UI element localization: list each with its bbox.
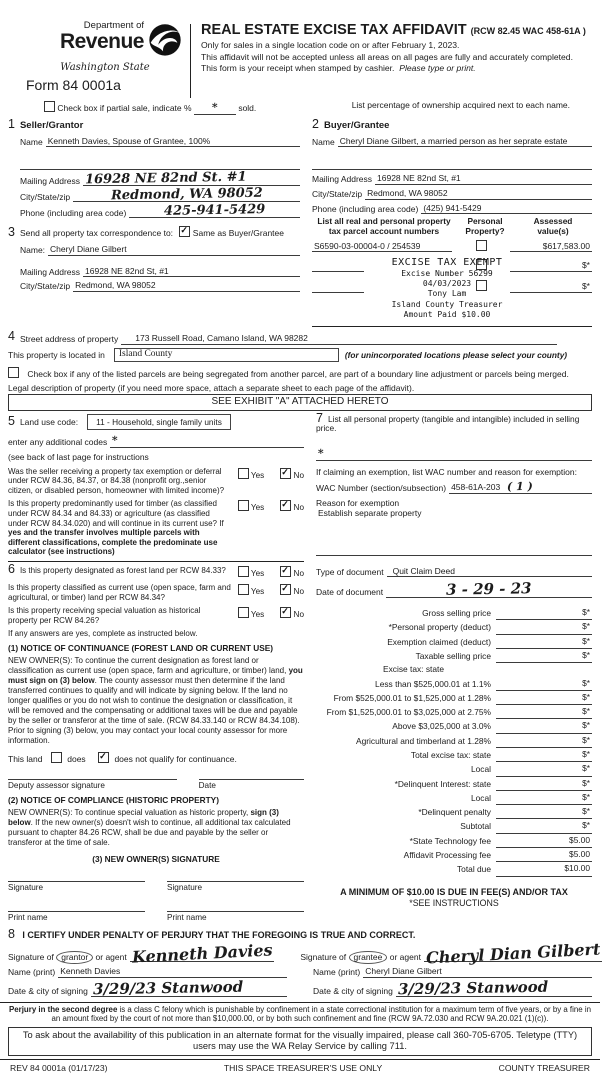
- grantor-printname-label: Name (print): [8, 967, 56, 978]
- buyer-city-field[interactable]: Redmond, WA 98052: [365, 188, 592, 200]
- header-divider: [190, 24, 191, 98]
- date-of-document-label: Date of document: [316, 587, 384, 598]
- correspondence-city-label: City/State/zip: [20, 281, 71, 292]
- tax-value-field[interactable]: $*: [496, 791, 592, 805]
- county-note: (for unincorporated locations please select your county): [344, 349, 568, 360]
- partial-sale-checkbox[interactable]: [44, 101, 55, 112]
- assessed-value-field-2[interactable]: $*: [510, 260, 592, 272]
- grantor-printname-field[interactable]: Kenneth Davies: [58, 966, 287, 978]
- tax-value-field[interactable]: $*: [496, 819, 592, 833]
- tax-label: Local: [470, 764, 491, 775]
- tax-value-field[interactable]: $*: [496, 777, 592, 791]
- personal-property-section: [316, 410, 592, 923]
- q-exemption-deferral: Was the seller receiving a property tax exemption or deferral under RCW 84.36, 84.37, or 84.38 (nonprofit org.,senior citizen, or disabled person, homeowner with limited income)?: [8, 466, 225, 495]
- reason-exemption-label: Reason for exemption: [316, 497, 400, 508]
- grantee-sig-label: Signature of grantee or agent: [300, 951, 421, 962]
- property-location-section: [0, 327, 600, 410]
- legal-description-field[interactable]: SEE EXHIBIT "A" ATTACHED HERETO: [8, 394, 592, 411]
- tax-value-field[interactable]: $*: [496, 748, 592, 762]
- q4-yes-checkbox[interactable]: [238, 584, 249, 595]
- parcel-row: [312, 239, 592, 253]
- type-of-document-label: Type of document: [316, 566, 384, 577]
- partial-sale-label: Check box if partial sale, indicate %: [57, 103, 192, 113]
- assessed-value-field-1[interactable]: $617,583.00: [510, 241, 592, 253]
- buyer-name-label: Name: [312, 136, 335, 147]
- perjury-notice: Perjury in the second degree is a class C felony which is punishable by confinement in a state correctional institution for a maximum term of five years, or by a fine in an amount fixed by the court of not more than $10,000.00, or by both such confinement and fine (RCW 9A.72.030 and RCW 9A.20.021 (1)(c)).: [0, 1002, 600, 1024]
- accessibility-notice: To ask about the availability of this publication in an alternate format for the visually impaired, please call 360-705-6705. Teletype (TTY) users may use the WA Relay Service by calling 711.: [8, 1027, 592, 1056]
- notice-continuance-title: (1) NOTICE OF CONTINUANCE (FOREST LAND OR CURRENT USE): [8, 642, 274, 653]
- header-line2: This affidavit will not be accepted unless all areas on all pages are fully and accurately completed.: [201, 51, 573, 62]
- see-back-note: (see back of last page for instructions: [8, 452, 149, 463]
- section3-title: Send all property tax correspondence to:: [19, 228, 174, 239]
- form-number: Form 84 0001a: [26, 77, 121, 94]
- correspondence-city-field[interactable]: Redmond, WA 98052: [73, 280, 300, 292]
- seller-city-field[interactable]: Redmond, WA 98052: [73, 189, 300, 202]
- buyer-section: [312, 117, 592, 327]
- tax-value-field[interactable]: $*: [496, 734, 592, 748]
- q4-no-checkbox[interactable]: [280, 584, 291, 595]
- assessed-value-col-header: Assessed value(s): [533, 216, 573, 237]
- parcel-col-header: List all real and personal property tax parcel account numbers: [317, 216, 451, 237]
- see-instructions-note: *SEE INSTRUCTIONS: [409, 897, 499, 908]
- q2-yes-checkbox[interactable]: [238, 500, 249, 511]
- seller-city-label: City/State/zip: [20, 191, 71, 202]
- grantor-datecity-label: Date & city of signing: [8, 986, 88, 996]
- section7-intro: 7 List all personal property (tangible and intangible) included in selling price.: [316, 410, 580, 434]
- certification-section: [0, 923, 600, 997]
- wac-number-field[interactable]: 458-61A-203 ( 1 ): [449, 481, 592, 494]
- located-in-label: This property is located in: [8, 349, 105, 360]
- form-title: REAL ESTATE EXCISE TAX AFFIDAVIT (RCW 82.45 WAC 458-61A ): [201, 22, 586, 38]
- grantee-datecity-field[interactable]: 3/29/23 Stanwood: [396, 982, 592, 997]
- tax-value-field[interactable]: $*: [496, 606, 592, 620]
- correspondence-name-field[interactable]: Cheryl Diane Gilbert: [48, 244, 300, 256]
- seller-mailing-label: Mailing Address: [20, 175, 81, 186]
- tax-value-field[interactable]: $*: [496, 620, 592, 634]
- land-use-code-select[interactable]: 11 - Household, single family units: [87, 414, 231, 430]
- buyer-mailing-label: Mailing Address: [312, 174, 373, 185]
- tax-label: *Delinquent Interest: state: [394, 778, 491, 789]
- street-address-label: Street address of property: [19, 334, 119, 345]
- section4-number: 4: [8, 329, 15, 344]
- certify-statement: I CERTIFY UNDER PENALTY OF PERJURY THAT THE FOREGOING IS TRUE AND CORRECT.: [22, 930, 416, 941]
- parcel-number-field[interactable]: S6590-03-00004-0 / 254539: [312, 241, 452, 253]
- q2-no-checkbox[interactable]: [280, 500, 291, 511]
- tax-label: Gross selling price: [422, 608, 491, 619]
- type-of-document-field[interactable]: Quit Claim Deed: [387, 566, 592, 578]
- q-current-use: Is this property classified as current use (open space, farm and agricultural, or timber) land per RCW 84.34?: [8, 583, 231, 602]
- grantee-printname-label: Name (print): [313, 967, 361, 978]
- tax-label: Taxable selling price: [415, 650, 491, 661]
- tax-label: Excise tax: state: [383, 664, 444, 675]
- tax-label: Above $3,025,000 at 3.0%: [392, 721, 491, 732]
- seller-name2-field[interactable]: [20, 159, 300, 170]
- notice-compliance-title: (2) NOTICE OF COMPLIANCE (HISTORIC PROPERTY): [8, 794, 219, 805]
- new-owners-signature-title: (3) NEW OWNER(S) SIGNATURE: [92, 854, 220, 865]
- date-of-document-field[interactable]: 3 - 29 - 23: [386, 583, 592, 598]
- tax-value-field[interactable]: $*: [496, 691, 592, 705]
- section1-title: Seller/Grantor: [19, 120, 84, 131]
- q1-no-checkbox[interactable]: [280, 468, 291, 479]
- form-header: [0, 0, 600, 98]
- form-title-rcw: (RCW 82.45 WAC 458-61A ): [470, 26, 586, 36]
- parcel-table-header: [312, 216, 592, 237]
- q1-yes-checkbox[interactable]: [238, 468, 249, 479]
- q3-yes-checkbox[interactable]: [238, 566, 249, 577]
- correspondence-section: [8, 225, 300, 241]
- same-as-buyer-checkbox[interactable]: [179, 226, 190, 237]
- tax-value-field[interactable]: $5.00: [496, 848, 592, 862]
- seller-phone-field[interactable]: 425-941-5429: [129, 205, 300, 218]
- section2-number: 2: [312, 117, 319, 131]
- personal-property-checkbox-1[interactable]: [476, 240, 487, 251]
- additional-codes-label: enter any additional codes: [8, 437, 108, 448]
- grantee-signature-field[interactable]: Cheryl Dian Gilbert: [425, 939, 601, 968]
- dept-of-label: Department of: [83, 20, 144, 31]
- grantor-datecity-field[interactable]: 3/29/23 Stanwood: [91, 982, 287, 997]
- section8-number: 8: [8, 927, 15, 942]
- tax-label: Total excise tax: state: [410, 750, 491, 760]
- new-owner-signature-field-1[interactable]: Signature: [8, 881, 145, 893]
- buyer-city-label: City/State/zip: [312, 188, 363, 199]
- tax-value-field[interactable]: $10.00: [496, 862, 592, 876]
- q5-yes-checkbox[interactable]: [238, 607, 249, 618]
- washington-state-label: Washington State: [60, 61, 150, 73]
- land-does-checkbox[interactable]: [51, 752, 62, 763]
- seller-name-label: Name: [20, 136, 43, 147]
- same-as-buyer-label: Same as Buyer/Grantee: [192, 228, 284, 239]
- grantor-signature-field[interactable]: Kenneth Davies: [131, 940, 273, 967]
- q-historical: Is this property receiving special valuation as historical property per RCW 84.26?: [8, 606, 201, 626]
- additional-codes-field[interactable]: *: [110, 435, 304, 448]
- tax-value-field[interactable]: $*: [496, 635, 592, 649]
- deputy-assessor-signature-field[interactable]: Deputy assessor signature: [8, 779, 177, 791]
- minimum-due-note: A MINIMUM OF $10.00 IS DUE IN FEE(S) AND/OR TAX: [340, 886, 568, 897]
- tax-label: Agricultural and timberland at 1.28%: [355, 735, 491, 746]
- header-line3: This form is your receipt when stamped by cashier. Please type or print.: [201, 63, 476, 74]
- q-timber-agriculture: Is this property predominantly used for timber (as classified under RCW 84.34 and 84.33) or agriculture (as classified under RCW 84.34.020) and will continue in its current use? If yes and the transfer involves multiple parcels with different classifications, complete the predominate use calculator (see instructions): [8, 499, 224, 557]
- tax-label: Affidavit Processing fee: [403, 850, 491, 861]
- revenue-brand: Revenue: [59, 29, 144, 53]
- buyer-phone-label: Phone (including area code): [312, 203, 419, 214]
- form-footer: [0, 1059, 600, 1074]
- tax-label: Exemption claimed (deduct): [387, 636, 491, 647]
- tax-computation-table: [316, 606, 592, 877]
- notice-compliance-text: NEW OWNER(S): To continue special valuation as historic property, sign (3) below. If the new owner(s) doesn't wish to continue, all additional tax calculated pursuant to chapter 84.26 RCW, shall be due and payable by the seller or transferor at the time of sale.: [8, 808, 291, 848]
- land-use-label: Land use code:: [19, 416, 79, 427]
- deputy-date-field[interactable]: Date: [199, 779, 304, 791]
- section2-title: Buyer/Grantee: [323, 120, 390, 131]
- notice-continuance-text: NEW OWNER(S): To continue the current designation as forest land or classification as current use (open space, farm and agriculture, or timber) land, you must sign on (3) below. The county assessor must then determine if the land transferred continues to qualify and will indicate by signing below. If the land no longer qualifies or you do not wish to continue the designation or classification, it will be removed and the compensating or additional taxes will be due and payable by the seller or transferor at the time of sale. (RCW 84.33.140 or RCW 84.34.108). Prior to signing (3) below, you may contact your local county assessor for more information.: [8, 656, 303, 746]
- segregated-checkbox[interactable]: [8, 367, 19, 378]
- footer-county-treasurer: COUNTY TREASURER: [498, 1062, 590, 1073]
- personal-property-col-header: Personal Property?: [465, 216, 505, 237]
- tax-value-field[interactable]: $*: [496, 719, 592, 733]
- tax-label: *Personal property (deduct): [388, 622, 491, 633]
- buyer-mailing-field[interactable]: 16928 NE 82nd St, #1: [375, 173, 592, 185]
- q-forest-land: 6 Is this property designated as forest land per RCW 84.33?: [8, 562, 226, 577]
- correspondence-name-label: Name:: [20, 244, 46, 255]
- tax-label: From $1,525,000.01 to $3,025,000 at 2.75%: [326, 707, 491, 718]
- dor-logo-icon: [146, 20, 184, 61]
- tax-label: *Delinquent penalty: [418, 807, 491, 818]
- dor-logo-block: [26, 20, 184, 98]
- tax-value-field[interactable]: $*: [496, 762, 592, 776]
- land-use-section: 5 Land use code: 11 - Household, single family units enter any additional codes * (see back of last page for instructions Was the seller receiving a property tax exemption or deferral under RCW 84.36, 84.37, or 84.38 (nonprofit org.,senior citizen, or disabled person, homeowner with limited income)? Yes ✓ No Is this property predominantly used for timber (as classified under RCW 84.34 and 84.33) or agriculture (as classified under RCW 84.34.020) and will continue in its current use? If yes and the transfer involves multiple parcels with different classifications, complete the predominate use calculator (see instructions) Yes ✓ No 6 Is this property designated as forest land per RCW 84.33? Yes ✓ No Is this property classified as current use (open space, farm and agricultural, or timber) land per RCW 84.34? Yes ✓ No Is this property receiving special valuation as historical property per RCW 84.26? Yes ✓ No If any answers are yes, complete as instructed below. (1) NOTICE OF CONTINUANCE (FOREST LAND OR CURRENT USE) NEW OWNER(S): To continue the current designation as forest land or classification as current use (open space, farm and agriculture, or timber) land, you must sign on (3) below. The county assessor must then determine if the land transferred continues to qualify and will indicate by signing below. If the land no longer qualifies or you do not wish to continue the designation or classification, it will be removed and the compensating or additional taxes will be due and payable by the seller or transferor at the time of sale. (RCW 84.33.140 or RCW 84.34.108). Prior to signing (3) below, you may contact your local county assessor for more information. This land does ✓ does not qualify for continuance. Deputy assessor signature Date (2) NOTICE OF COMPLIANCE (HISTORIC PROPERTY) NEW OWNER(S): To continue special valuation as historic property, sign (3) below. If the new owner(s) doesn't wish to continue, all additional tax calculated pursuant to chapter 84.26 RCW, shall be due and payable by the seller or transferor at the time of sale. (3) NEW OWNER(S) SIGNATURE Signature Signature Print name Print name: [8, 414, 304, 923]
- seller-mailing-field[interactable]: 16928 NE 82nd St. #1: [83, 173, 300, 186]
- wac-intro: If claiming an exemption, list WAC number and reason for exemption:: [316, 466, 577, 477]
- new-owner-signature-field-2[interactable]: Signature: [167, 881, 304, 893]
- grantor-sig-label: Signature of grantor or agent: [8, 951, 127, 962]
- wac-number-label: WAC Number (section/subsection): [316, 482, 447, 493]
- street-address-field[interactable]: 173 Russell Road, Camano Island, WA 98282: [121, 333, 557, 345]
- header-line1: Only for sales in a single location code on or after February 1, 2023.: [201, 40, 460, 50]
- legal-description-label: Legal description of property (if you need more space, attach a separate sheet to each page of the affidavit).: [8, 382, 415, 393]
- tax-label: Less than $525,000.01 at 1.1%: [375, 678, 491, 689]
- reason-exemption-field2[interactable]: [316, 545, 592, 556]
- tax-label: Subtotal: [460, 821, 491, 832]
- tax-value-field[interactable]: $*: [496, 705, 592, 719]
- section1-number: 1: [8, 117, 15, 131]
- buyer-name2-field[interactable]: [312, 159, 592, 170]
- tax-value-field[interactable]: $*: [496, 805, 592, 819]
- seller-phone-label: Phone (including area code): [20, 207, 127, 218]
- continuance-qualify-row: This land does ✓ does not qualify for continuance.: [8, 751, 304, 765]
- tax-label: *State Technology fee: [409, 835, 491, 846]
- section3-number: 3: [8, 225, 15, 240]
- correspondence-mailing-field[interactable]: 16928 NE 82nd St, #1: [83, 266, 300, 278]
- personal-property-field[interactable]: *: [316, 448, 592, 461]
- tax-value-field[interactable]: $*: [496, 677, 592, 691]
- grantee-datecity-label: Date & city of signing: [313, 986, 393, 996]
- q3-no-checkbox[interactable]: [280, 566, 291, 577]
- seller-section: [8, 117, 300, 327]
- buyer-phone-field[interactable]: (425) 941-5429: [421, 203, 592, 215]
- tax-label: From $525,000.01 to $1,525,000 at 1.28%: [333, 692, 491, 703]
- partial-sale-row: Check box if partial sale, indicate % * sold.: [44, 100, 256, 115]
- county-select[interactable]: Island County: [114, 348, 339, 362]
- tax-label: Total due: [457, 864, 491, 875]
- land-does-not-checkbox[interactable]: [98, 752, 109, 763]
- new-owner-printname-field-2[interactable]: Print name: [167, 911, 304, 923]
- q5-no-checkbox[interactable]: [280, 607, 291, 618]
- footer-treasurer-use: THIS SPACE TREASURER'S USE ONLY: [223, 1062, 383, 1073]
- ownership-note: List percentage of ownership acquired next to each name.: [351, 100, 570, 110]
- partial-sale-percent-field[interactable]: *: [194, 102, 236, 115]
- excise-exempt-stamp: EXCISE TAX EXEMPT Excise Number 56299 04/03/2023 Tony Lam Island County Treasurer Amount Paid $10.00: [391, 257, 503, 319]
- tax-value-field[interactable]: $*: [496, 649, 592, 663]
- footer-rev: REV 84 0001a (01/17/23): [10, 1062, 108, 1073]
- seller-name-field[interactable]: Kenneth Davies, Spouse of Grantee, 100%: [46, 136, 300, 148]
- tax-label: Local: [470, 792, 491, 803]
- section5-number: 5: [8, 414, 15, 429]
- tax-value-field[interactable]: $5.00: [496, 834, 592, 848]
- correspondence-mailing-label: Mailing Address: [20, 266, 81, 277]
- answers-yes-note: If any answers are yes, complete as instructed below.: [8, 628, 198, 638]
- grantee-printname-field[interactable]: Cheryl Diane Gilbert: [363, 966, 592, 978]
- segregated-label: Check box if any of the listed parcels are being segregated from another parcel, are part of a boundary line adjustment or parcels being merged.: [27, 368, 569, 379]
- reason-exemption-value[interactable]: Establish separate property: [318, 508, 422, 519]
- assessed-value-field-3[interactable]: $*: [510, 281, 592, 293]
- new-owner-printname-field-1[interactable]: Print name: [8, 911, 145, 923]
- treasurer-stamp-area: [312, 258, 592, 327]
- buyer-name-field[interactable]: Cheryl Diane Gilbert, a married person as her seprate estate: [338, 136, 592, 148]
